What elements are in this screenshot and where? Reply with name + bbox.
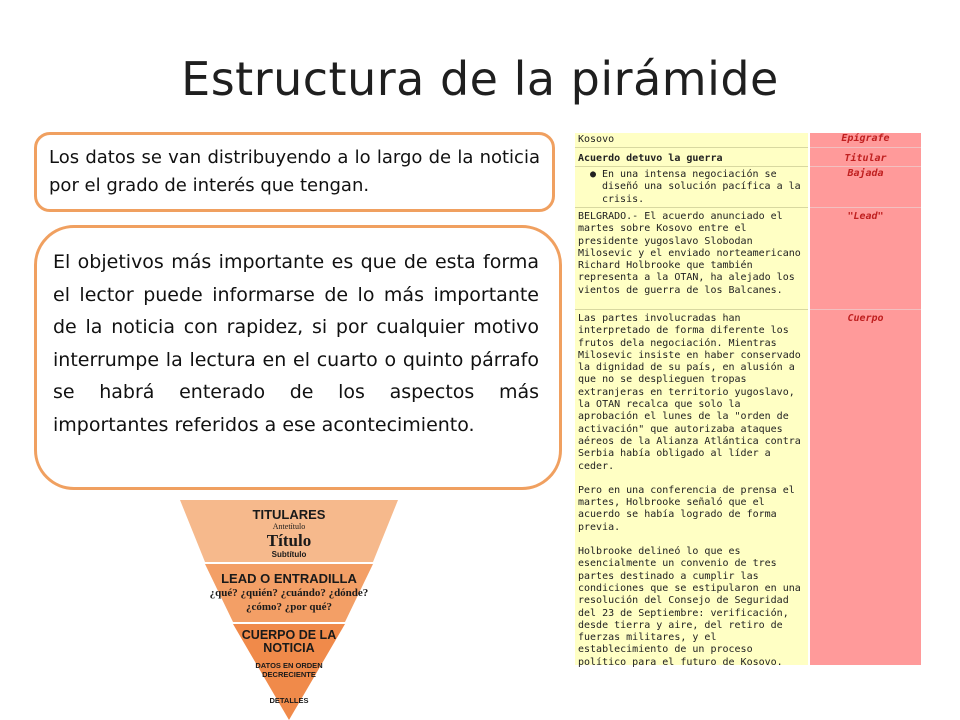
news-structure-table [575,133,921,668]
objective-text: El objetivos más importante es que de esta forma el lector puede informarse de lo más importante de la noticia con rapidez, si por cualquier motivo interrumpe la lectura en el cuarto o quinto párrafo se habrá enterado de los aspectos más importantes referidos a ese acontecimiento. [53,251,539,436]
pyramid-questions-1: ¿qué? ¿quién? ¿cuándo? ¿dónde? [209,587,369,599]
label-titular: Titular [810,149,921,167]
label-epigrafe: Epígrafe [810,133,921,148]
news-row-kosovo: Kosovo [575,133,808,148]
pyramid-titulo: Título [266,531,312,550]
pyramid-datos-1: DATOS EN ORDEN [255,661,323,670]
bullet-icon: ● [589,169,596,180]
inverted-pyramid [180,500,398,720]
pyramid-titulares-label: TITULARES [252,507,326,522]
pyramid-cuerpo-label-2: NOTICIA [263,641,315,655]
pyramid-datos-2: DECRECIENTE [262,670,316,679]
pyramid-antetitulo: Antetítulo [272,522,306,531]
pyramid-cuerpo-label-1: CUERPO DE LA [241,628,337,642]
pyramid-subtitulo: Subtítulo [271,550,307,559]
intro-text-box [34,132,555,212]
label-lead: "Lead" [810,209,921,310]
news-row-cuerpo: Las partes involucradas han interpretado de forma diferente los frutos dela negociación. Mientras Milosevic insiste en haber conservado la dignidad de su país, en alusión a que no se desplieguen tropas extranjeras en territorio yugoslavo, la OTAN recalca que solo la aprobación el lunes de la "orden de activación" que autorizaba ataques aéreos de la Alianza Atlántica contra Serbia había obligado al líder a ceder. Pero en una conferencia de prensa el martes, Holbrooke señaló que el acuerdo se había logrado de forma previa. Holbrooke delineó lo que es esencialmente un convenio de tres partes destinado a cumplir las condiciones que se estipularon en una resolución del Consejo de Seguridad del 23 de Septiembre: verificación, desde tierra y aire, del retiro de fuerzas militares, y el establecimiento de un proceso político para el futuro de Kosovo. [578,313,801,668]
news-row-bajada: ● En una intensa negociación se diseñó una solución pacífica a la crisis. [575,168,808,208]
news-row-titular: Acuerdo detuvo la guerra [575,149,808,167]
label-cuerpo: Cuerpo [847,313,884,324]
pyramid-detalles: DETALLES [269,696,309,705]
slide-title: Estructura de la pirámide [181,52,779,106]
pyramid-lead-label: LEAD O ENTRADILLA [221,571,357,586]
intro-text: Los datos se van distribuyendo a lo largo de la noticia por el grado de interés que tengan. [49,147,540,196]
objective-text-box [34,225,562,490]
label-bajada: Bajada [810,168,921,208]
news-row-lead: BELGRADO.- El acuerdo anunciado el martes sobre Kosovo entre el presidente yugoslavo Slobodan Milosevic y el enviado norteamericano Richard Holbrooke que también representa a la OTAN, ha alejado los vientos de guerra de los Balcanes. [575,209,808,310]
pyramid-questions-2: ¿cómo? ¿por qué? [246,601,332,613]
